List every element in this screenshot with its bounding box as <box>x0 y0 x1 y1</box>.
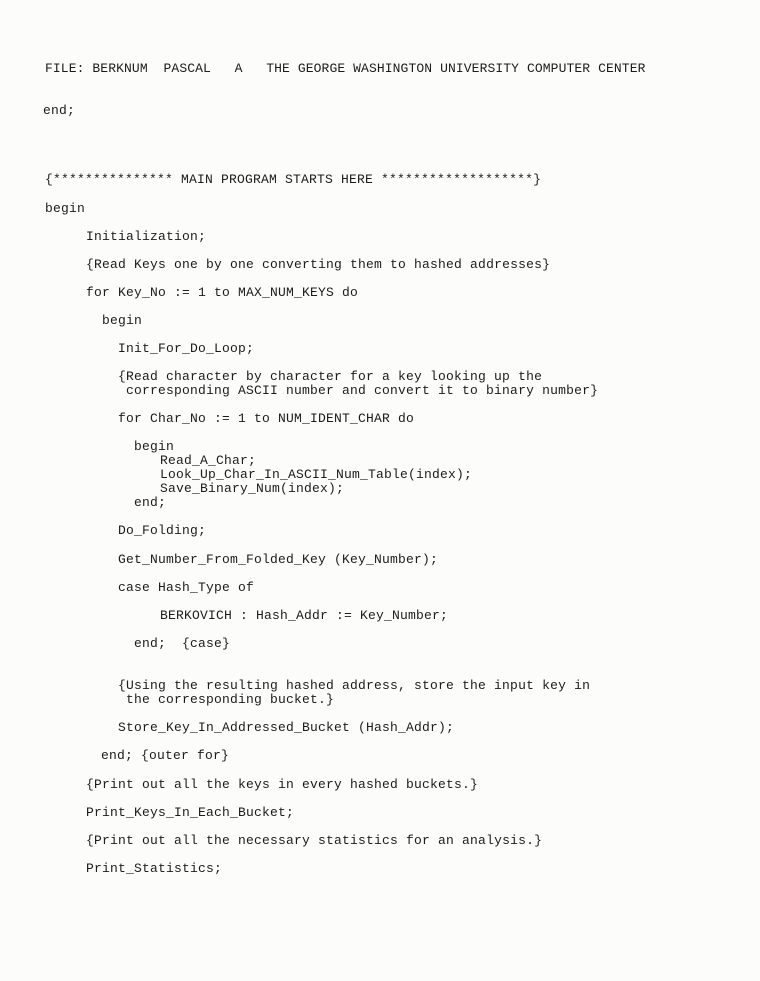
code-end-case: end; {case} <box>134 636 231 651</box>
read-keys-comment: {Read Keys one by one converting them to hashed addresses} <box>86 257 551 272</box>
code-save-binary-num: Save_Binary_Num(index); <box>160 481 345 496</box>
code-begin-inner: begin <box>134 439 175 454</box>
code-store-key: Store_Key_In_Addressed_Bucket (Hash_Addr); <box>118 720 455 735</box>
code-init-for-do-loop: Init_For_Do_Loop; <box>118 341 255 356</box>
code-end-inner: end; <box>134 495 167 510</box>
store-comment-line-2: the corresponding bucket.} <box>118 692 335 707</box>
code-initialization: Initialization; <box>86 229 207 244</box>
code-get-number: Get_Number_From_Folded_Key (Key_Number); <box>118 552 439 567</box>
code-begin-main: begin <box>45 201 86 216</box>
file-header: FILE: BERKNUM PASCAL A THE GEORGE WASHINGTON UNIVERSITY COMPUTER CENTER <box>45 61 646 76</box>
read-char-comment-line-2: corresponding ASCII number and convert it to binary number} <box>118 383 599 398</box>
code-for-key-loop: for Key_No := 1 to MAX_NUM_KEYS do <box>86 285 359 300</box>
read-char-comment-line-1: {Read character by character for a key looking up the <box>118 369 543 384</box>
code-begin-outer: begin <box>102 313 143 328</box>
print-keys-comment: {Print out all the keys in every hashed buckets.} <box>86 777 479 792</box>
code-for-char-loop: for Char_No := 1 to NUM_IDENT_CHAR do <box>118 411 415 426</box>
code-print-keys: Print_Keys_In_Each_Bucket; <box>86 805 295 820</box>
code-do-folding: Do_Folding; <box>118 523 207 538</box>
code-end-outer: end; {outer for} <box>101 748 230 763</box>
store-comment-line-1: {Using the resulting hashed address, store the input key in <box>118 678 591 693</box>
main-program-comment: {*************** MAIN PROGRAM STARTS HERE *******************} <box>45 172 542 187</box>
print-stats-comment: {Print out all the necessary statistics for an analysis.} <box>86 833 543 848</box>
code-berkovich-branch: BERKOVICH : Hash_Addr := Key_Number; <box>160 608 449 623</box>
code-look-up-char: Look_Up_Char_In_ASCII_Num_Table(index); <box>160 467 473 482</box>
code-read-a-char: Read_A_Char; <box>160 453 257 468</box>
code-print-statistics: Print_Statistics; <box>86 861 223 876</box>
code-end-previous: end; <box>43 103 76 118</box>
code-case-hash-type: case Hash_Type of <box>118 580 255 595</box>
